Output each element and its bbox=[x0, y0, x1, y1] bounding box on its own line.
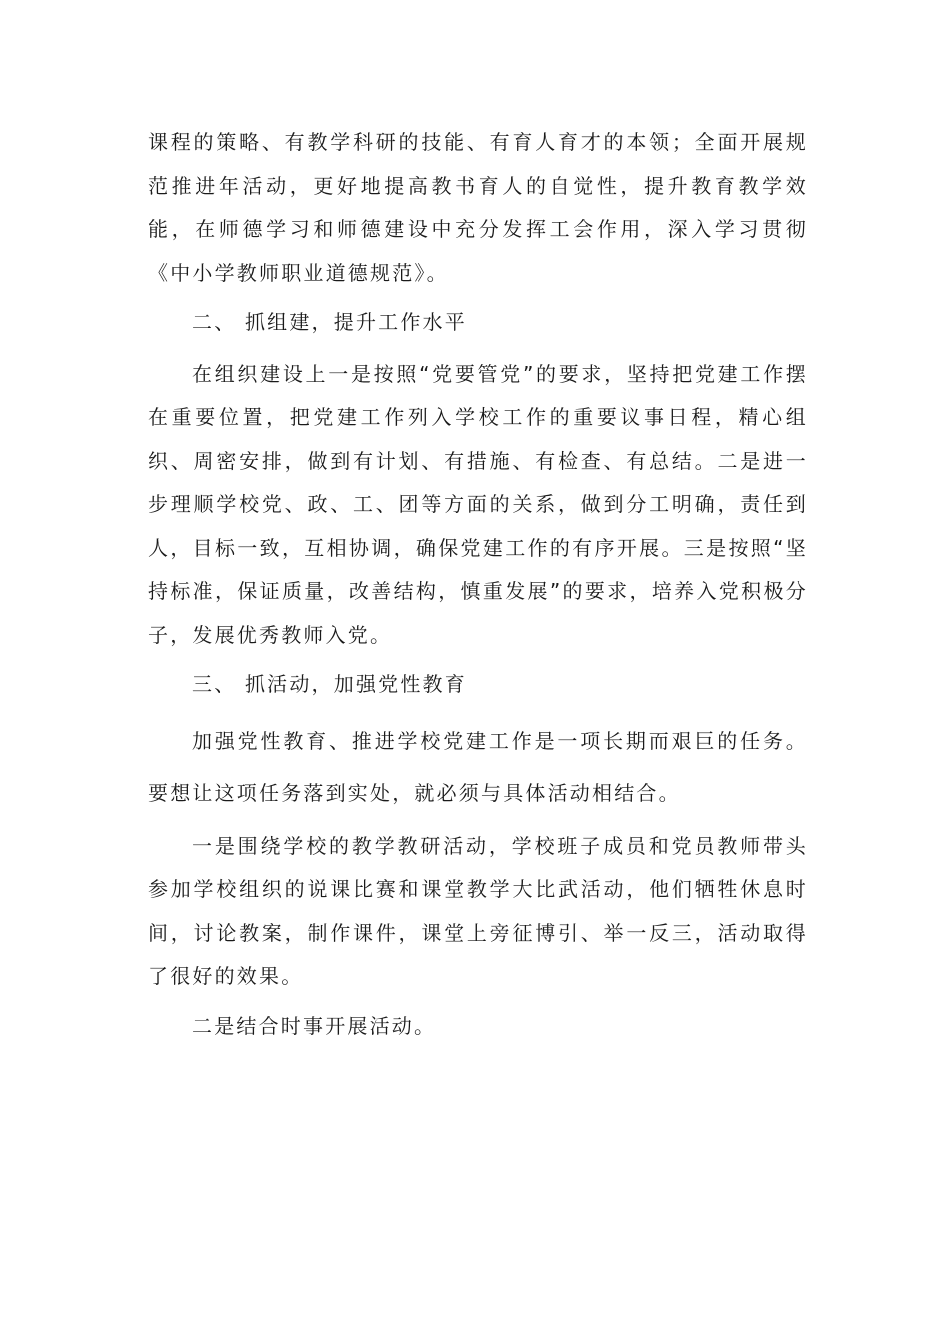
paragraph-organization-building: 在组织建设上一是按照“党要管党”的要求，坚持把党建工作摆在重要位置，把党建工作列入学校工作的重要议事日程，精心组织、周密安排，做到有计划、有措施、有检查、有总结。二是进一步理顺学校党、政、工、团等方面的关系，做到分工明确，责任到人，目标一致，互相协调，确保党建工作的有序开展。三是按照“坚持标准，保证质量，改善结构，慎重发展”的要求，培养入党积极分子，发展优秀教师入党。 bbox=[148, 361, 808, 647]
paragraph-party-education: 加强党性教育、推进学校党建工作是一项长期而艰巨的任务。要想让这项任务落到实处，就必须与具体活动相结合。 bbox=[148, 728, 808, 805]
paragraph-teacher-ethics: 课程的策略、有教学科研的技能、有育人育才的本领；全面开展规范推进年活动，更好地提高教书育人的自觉性，提升教育教学效能，在师德学习和师德建设中充分发挥工会作用，深入学习贯彻《中小学教师职业道德规范》。 bbox=[148, 130, 808, 285]
paragraph-teaching-activities: 一是围绕学校的教学教研活动，学校班子成员和党员教师带头参加学校组织的说课比赛和课堂教学大比武活动，他们牺牲休息时间，讨论教案，制作课件，课堂上旁征博引、举一反三，活动取得了很好的效果。 bbox=[148, 833, 808, 988]
paragraph-current-affairs: 二是结合时事开展活动。 bbox=[192, 1013, 437, 1038]
section-heading-organization: 二、 抓组建，提升工作水平 bbox=[192, 310, 467, 334]
section-heading-activities: 三、 抓活动，加强党性教育 bbox=[192, 672, 467, 696]
document-body bbox=[148, 121, 808, 1048]
